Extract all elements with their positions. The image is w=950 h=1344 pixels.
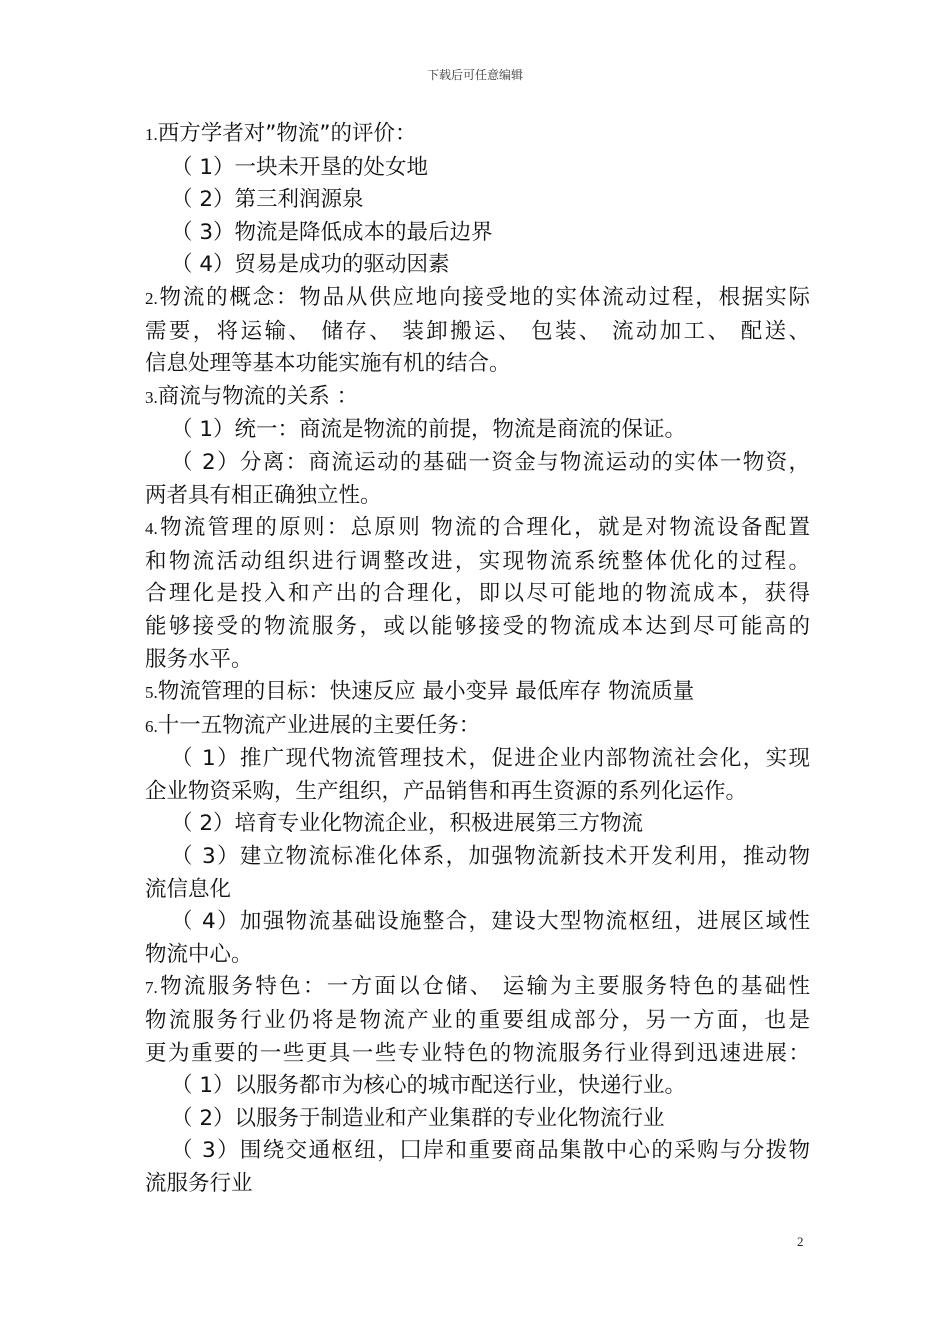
paragraph-line [145,217,810,250]
section-heading-line [145,512,810,546]
section-heading-line [145,381,810,415]
section-number: 6. [145,716,158,736]
line-text: （ 4）加强物流基础设施整合，建设大型物流枢纽，进展区域性 [171,909,810,935]
section-number: 3. [145,387,158,407]
paragraph-line [145,1070,810,1103]
paragraph-line [145,249,810,282]
section-heading-line [145,676,810,710]
page-number: 2 [797,1234,804,1249]
line-text: 需要，将运输、 储存、 装卸搬运、 包装、 流动加工、 配送、 [145,318,810,344]
paragraph-line [145,743,810,776]
document-body [145,118,810,1201]
line-text: 十一五物流产业进展的主要任务： [157,712,481,738]
line-text: （ 1）统一：商流是物流的前提，物流是商流的保证。 [171,417,687,443]
paragraph-line [145,1168,810,1201]
paragraph-line [145,841,810,874]
paragraph-line [145,1135,810,1168]
section-heading-line [145,282,810,316]
line-text: 物流的概念：物品从供应地向接受地的实体流动过程，根据实际 [157,284,810,310]
line-text: 西方学者对”物流”的评价： [157,121,417,146]
paragraph-line [145,808,810,841]
paragraph-line [145,1103,810,1136]
line-text: 物流中心。 [145,941,253,967]
line-text: 物流管理的目标：快速反应 最小变异 最低库存 物流质量 [157,679,695,705]
paragraph-line [145,874,810,907]
paragraph-line [145,546,810,579]
line-text: （ 2）第三利润源泉 [171,187,364,213]
line-text: （ 1）推广现代物流管理技术，促进企业内部物流社会化，实现 [171,746,810,772]
section-number: 7. [145,978,158,998]
paragraph-line [145,644,810,677]
line-text: （ 2）以服务于制造业和产业集群的专业化物流行业 [171,1105,665,1131]
paragraph-line [145,152,810,185]
paragraph-line [145,1038,810,1071]
paragraph-line [145,611,810,644]
line-text: （ 3）建立物流标准化体系，加强物流新技术开发利用，推动物 [171,844,810,870]
line-text: 流信息化 [145,876,232,902]
line-text: 物流服务特色：一方面以仓储、 运输为主要服务特色的基础性 [157,974,810,1000]
line-text: 信息处理等基本功能实施有机的结合。 [145,351,511,377]
line-text: 能够接受的物流服务，或以能够接受的物流成本达到尽可能高的 [145,613,810,639]
line-text: （ 3）物流是降低成本的最后边界 [171,219,493,245]
line-text: （ 1）以服务都市为核心的城市配送行业，快递行业。 [171,1073,687,1099]
section-heading-line [145,118,810,152]
section-heading-line [145,971,810,1005]
section-number: 4. [145,519,158,539]
line-text: 流服务行业 [145,1171,253,1196]
line-text: 企业物资采购，生产组织，产品销售和再生资源的系列化运作。 [145,778,748,804]
line-text: （ 2）培育专业化物流企业，积极进展第三方物流 [171,811,644,837]
line-text: 物流管理的原则：总原则 物流的合理化，就是对物流设备配置 [157,515,810,541]
paragraph-line [145,480,810,513]
paragraph-line [145,776,810,809]
paragraph-line [145,1005,810,1038]
line-text: 和物流活动组织进行调整改进，实现物流系统整体优化的过程。 [145,548,810,574]
line-text: 物流服务行业仍将是物流产业的重要组成部分，另一方面，也是 [145,1008,810,1034]
line-text: （ 1）一块未开垦的处女地 [171,154,429,180]
paragraph-line [145,414,810,447]
section-number: 1. [145,125,158,144]
section-number: 2. [145,288,158,308]
paragraph-line [145,348,810,381]
paragraph-line [145,447,810,480]
line-text: （ 4）贸易是成功的驱动因素 [171,252,450,278]
line-text: 商流与物流的关系 ： [157,383,359,409]
paragraph-line [145,906,810,939]
section-heading-line [145,710,810,744]
line-text: 合理化是投入和产出的合理化，即以尽可能地的物流成本，获得 [145,581,810,607]
line-text: 两者具有相正确独立性。 [145,482,382,508]
section-number: 5. [145,683,158,703]
paragraph-line [145,578,810,611]
paragraph-line [145,316,810,349]
line-text: （ 3）围绕交通枢纽，囗岸和重要商品集散中心的采购与分拨物 [171,1138,810,1164]
paragraph-line [145,939,810,972]
page-header: 下载后可任意编辑 [426,68,523,82]
line-text: 服务水平。 [145,646,253,672]
line-text: 更为重要的一些更具一些专业特色的物流服务行业得到迅速进展： [145,1040,810,1066]
paragraph-line [145,184,810,217]
line-text: （ 2）分离：商流运动的基础一资金与物流运动的实体一物资， [171,449,810,475]
